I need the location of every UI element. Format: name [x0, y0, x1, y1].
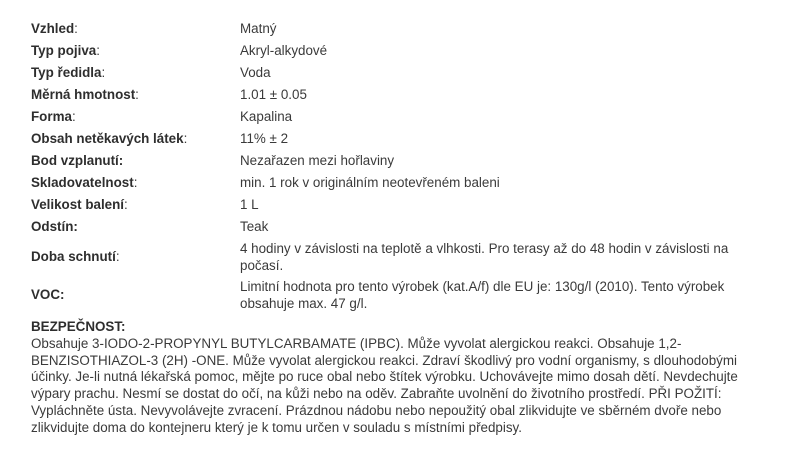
spec-label: Obsah netěkavých látek	[31, 131, 184, 146]
spec-value: Voda	[240, 65, 271, 80]
spec-value: Akryl-alkydové	[240, 43, 328, 58]
spec-value: 11% ± 2	[240, 131, 289, 146]
spec-label: Odstín:	[31, 219, 78, 234]
spec-label: Velikost balení	[31, 197, 125, 212]
spec-row-voc	[31, 276, 771, 314]
spec-label-colon: :	[124, 197, 128, 212]
spec-label: Bod vzplanutí:	[31, 153, 124, 168]
spec-row-storage	[31, 172, 771, 194]
spec-row-drying-time	[31, 238, 771, 276]
spec-label-colon: :	[118, 153, 124, 168]
spec-value: Limitní hodnota pro tento výrobek (kat.A/f) dle EU je: 130g/l (2010). Tento výrobek obsahuje max. 47 g/l.	[240, 279, 725, 311]
spec-label-colon: :	[115, 249, 120, 264]
spec-value: 4 hodiny v závislosti na teplotě a vlhkosti. Pro terasy až do 48 hodin v závislosti na počasí.	[240, 241, 729, 273]
spec-label: Vzhled	[31, 21, 75, 36]
spec-label-colon: :	[73, 219, 78, 234]
spec-row-appearance	[31, 18, 771, 40]
spec-row-form	[31, 106, 771, 128]
spec-label-colon: :	[183, 131, 188, 146]
spec-label-colon: :	[135, 87, 139, 102]
spec-label-colon: :	[74, 21, 78, 36]
spec-label: Skladovatelnost	[31, 175, 134, 190]
spec-row-thinner-type	[31, 62, 771, 84]
safety-text: Obsahuje 3-IODO-2-PROPYNYL BUTYLCARBAMATE (IPBC). Může vyvolat alergickou reakci. Obsahuje 1,2-BENZISOTHIAZOL-3 (2H) -ONE. Může vyvolat alergickou reakci. Zdraví škodlivý pro vodní organismy, s dlouhodobými účinky. Je-li nutná lékařská pomoc, mějte po ruce obal nebo štítek výrobku. Uchovávejte mimo dosah dětí. Nevdechujte výpary prachu. Nesmí se dostat do očí, na kůži nebo na oděv. Zabraňte uvolnění do životního prostředí. PŘI POŽITÍ: Vypláchněte ústa. Nevyvolávejte zvracení. Prázdnou nádobu nebo nepoužitý obal zlikvidujte ve sběrném dvoře nebo zlikvidujte doma do kontejneru který je k tomu určen v souladu s místními předpisy.	[31, 335, 738, 435]
spec-value: min. 1 rok v originálním neotevřeném baleni	[240, 175, 500, 190]
spec-value: 1 L	[240, 197, 259, 212]
spec-label-colon: :	[133, 175, 138, 190]
spec-label: Doba schnutí	[31, 249, 116, 264]
spec-value: 1.01 ± 0.05	[240, 87, 307, 102]
spec-value: Kapalina	[240, 109, 293, 124]
safety-section	[31, 319, 766, 437]
spec-row-binder-type	[31, 40, 771, 62]
spec-label: Forma	[31, 109, 72, 124]
spec-row-package-size	[31, 194, 771, 216]
spec-value: Matný	[240, 21, 277, 36]
spec-table	[31, 18, 771, 314]
safety-title: BEZPEČNOST:	[31, 319, 126, 334]
spec-label-colon: :	[60, 287, 65, 302]
spec-label: VOC:	[31, 287, 65, 302]
spec-label-colon: :	[96, 43, 100, 58]
spec-label-colon: :	[101, 65, 106, 80]
spec-label: Typ pojiva	[31, 43, 97, 58]
spec-label: Typ ředidla	[31, 65, 102, 80]
spec-value: Nezařazen mezi hořlaviny	[240, 153, 395, 168]
spec-row-shade	[31, 216, 771, 238]
spec-row-flash-point	[31, 150, 771, 172]
spec-label-colon: :	[71, 109, 76, 124]
spec-value: Teak	[240, 219, 269, 234]
spec-row-density	[31, 84, 771, 106]
spec-label: Měrná hmotnost	[31, 87, 136, 102]
spec-row-solids-content	[31, 128, 771, 150]
